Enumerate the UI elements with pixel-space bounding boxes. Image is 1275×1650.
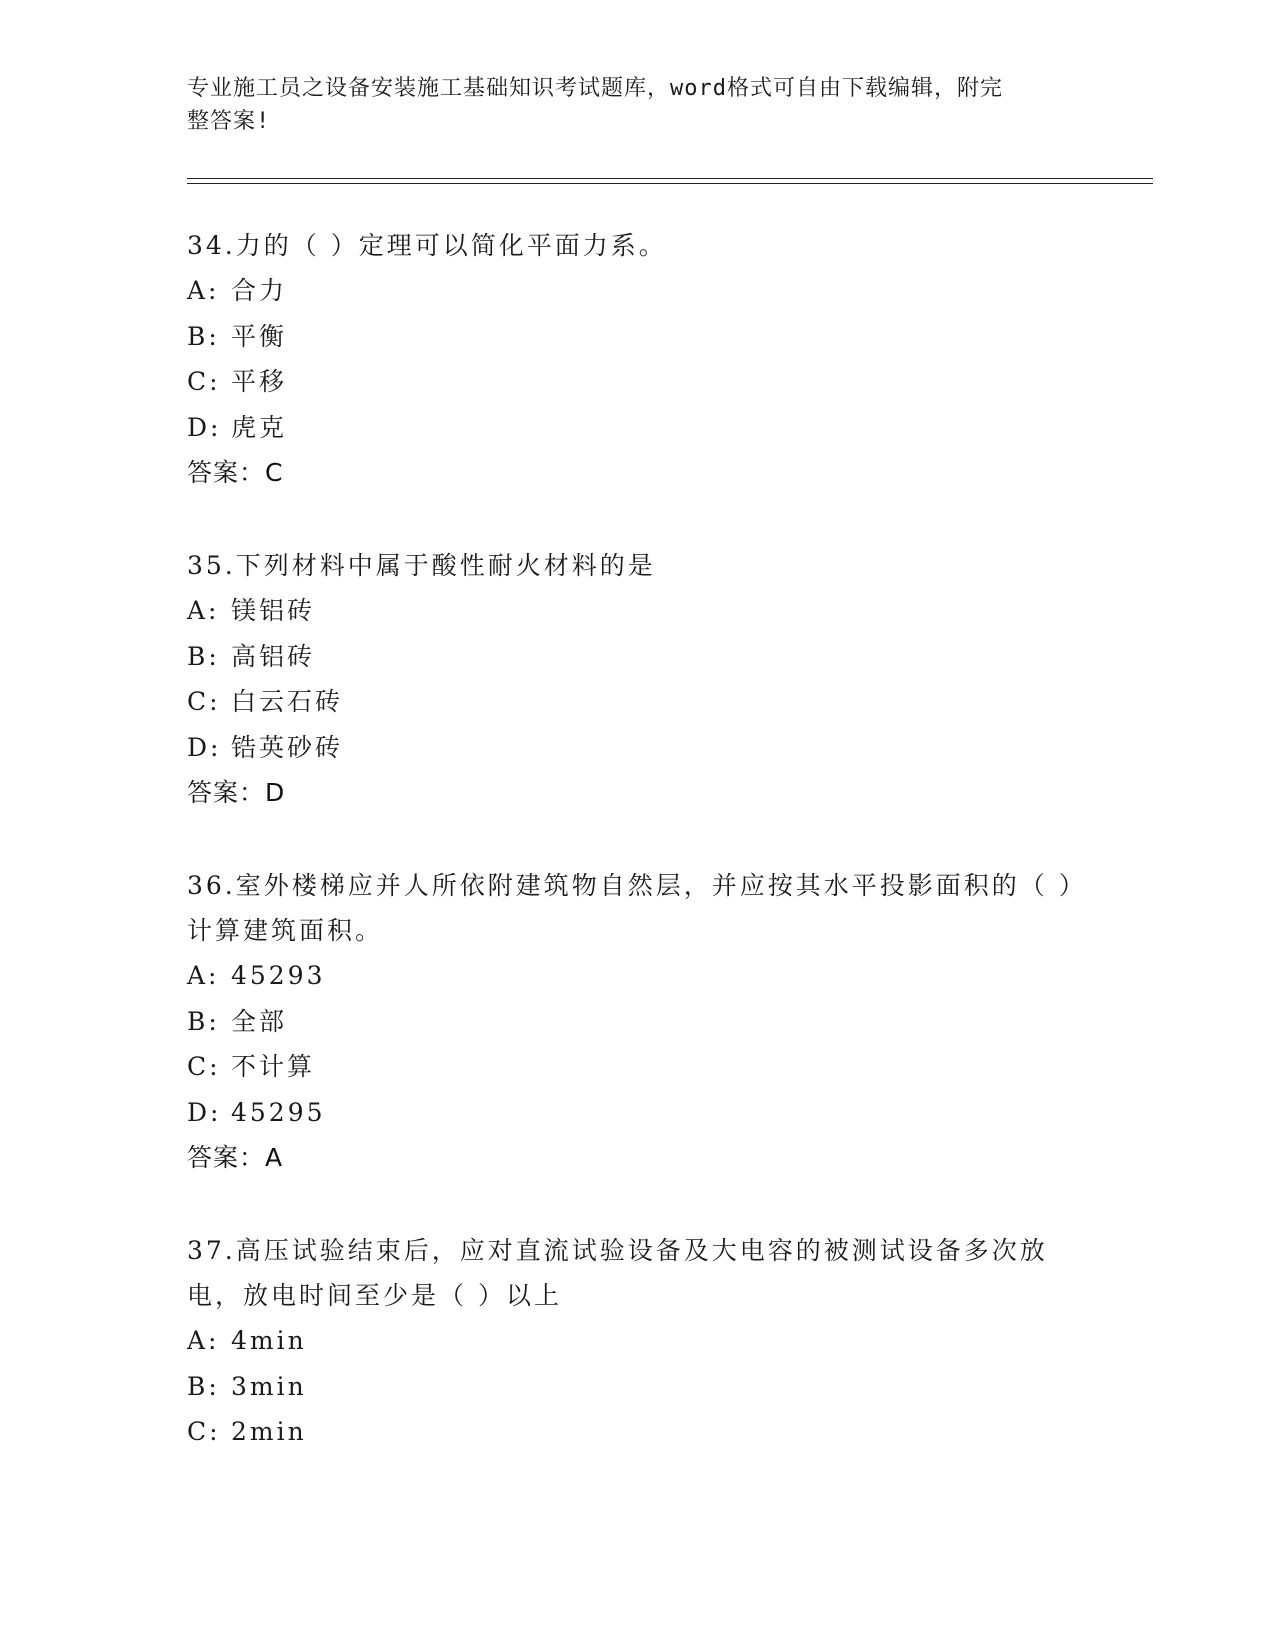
option-key: B:	[187, 321, 220, 351]
option-key: D:	[187, 732, 222, 762]
header-divider-top	[187, 178, 1153, 179]
option-key: C:	[187, 1052, 221, 1081]
option-key: B:	[187, 1006, 220, 1036]
option-b	[187, 999, 1087, 1045]
option-key: A:	[187, 276, 220, 305]
option-text: 镁铝砖	[231, 596, 316, 625]
option-text: 白云石砖	[231, 687, 344, 716]
question-number: 34.	[187, 231, 236, 260]
question-text	[187, 863, 1087, 953]
answer: 答案：C	[187, 458, 284, 487]
question-stem: 下列材料中属于酸性耐火材料的是	[235, 551, 656, 580]
question-35	[187, 543, 1087, 815]
option-key: D:	[187, 412, 222, 442]
option-text: 4min	[231, 1326, 307, 1355]
option-key: B:	[187, 1371, 220, 1401]
option-c	[187, 1409, 1087, 1455]
document-header	[187, 72, 1067, 138]
option-text: 高铝砖	[231, 641, 316, 671]
question-36	[187, 863, 1087, 1180]
option-text: 全部	[231, 1006, 288, 1036]
option-text: 平衡	[231, 321, 288, 351]
question-number: 36.	[187, 871, 236, 900]
option-d	[187, 1090, 1087, 1136]
option-text: 45295	[231, 1097, 326, 1127]
question-text	[187, 543, 1087, 588]
answer: 答案：D	[187, 778, 286, 807]
option-text: 锆英砂砖	[231, 732, 344, 762]
option-c	[187, 679, 1087, 725]
option-d	[187, 725, 1087, 771]
option-text: 3min	[231, 1371, 307, 1401]
answer: 答案：A	[187, 1143, 284, 1172]
option-text: 2min	[231, 1417, 307, 1446]
option-a	[187, 268, 1087, 314]
option-text: 合力	[231, 276, 288, 305]
question-text	[187, 1228, 1087, 1318]
option-key: D:	[187, 1097, 222, 1127]
option-key: C:	[187, 687, 221, 716]
option-key: C:	[187, 367, 221, 396]
question-number: 37.	[187, 1236, 236, 1265]
header-divider-bottom	[187, 183, 1153, 184]
option-c	[187, 1044, 1087, 1090]
question-34	[187, 223, 1087, 495]
option-key: B:	[187, 641, 220, 671]
option-a	[187, 1318, 1087, 1364]
question-stem: 高压试验结束后，应对直流试验设备及大电容的被测试设备多次放电，放电时间至少是（ ）以上	[187, 1236, 1048, 1310]
question-stem: 室外楼梯应并人所依附建筑物自然层，并应按其水平投影面积的（ ）计算建筑面积。	[187, 871, 1087, 945]
question-text	[187, 223, 1087, 268]
option-key: C:	[187, 1417, 221, 1446]
option-a	[187, 588, 1087, 634]
question-number: 35.	[187, 551, 236, 580]
question-37	[187, 1228, 1087, 1455]
option-key: A:	[187, 596, 220, 625]
option-text: 虎克	[231, 412, 288, 442]
option-key: A:	[187, 1326, 220, 1355]
option-b	[187, 1364, 1087, 1410]
option-d	[187, 405, 1087, 451]
option-text: 不计算	[231, 1052, 316, 1081]
option-key: A:	[187, 961, 220, 990]
option-text: 平移	[231, 367, 288, 396]
option-text: 45293	[231, 961, 326, 990]
header-line-2: 整答案!	[187, 109, 271, 134]
option-b	[187, 634, 1087, 680]
option-a	[187, 953, 1087, 999]
header-line-1: 专业施工员之设备安装施工基础知识考试题库，word格式可自由下载编辑，附完	[187, 76, 1003, 101]
option-c	[187, 359, 1087, 405]
option-b	[187, 314, 1087, 360]
question-stem: 力的（ ）定理可以简化平面力系。	[235, 231, 667, 260]
